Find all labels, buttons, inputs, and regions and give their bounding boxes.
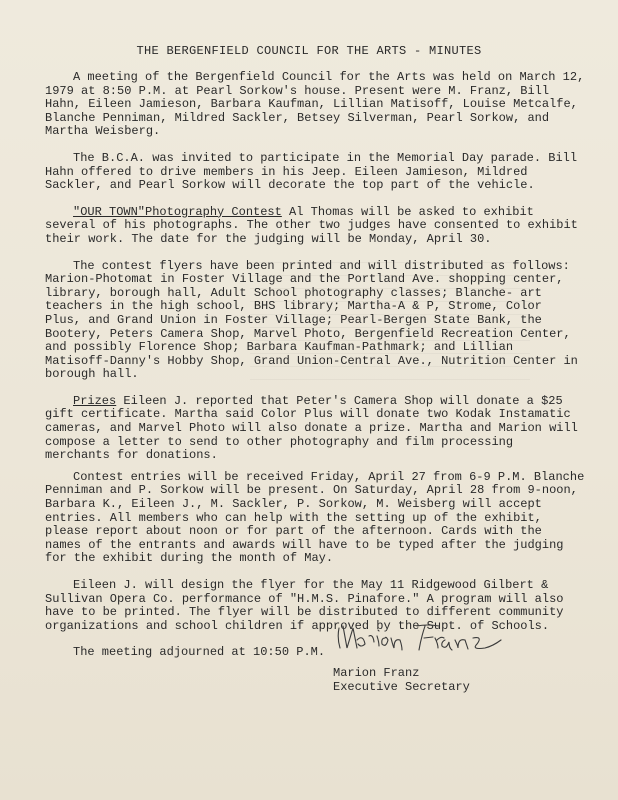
parade-paragraph: The B.C.A. was invited to participate in the Memorial Day parade. Bill Hahn offered to drive members in his Jeep. Eileen Jamieson, Mildred Sackler, and Pearl Sorkow will decorate the top part of the vehicle. — [45, 150, 578, 193]
handwritten-signature — [333, 618, 508, 664]
contest-text: Al Thomas will be asked to exhibit several of his photographs. The other two judges have consented to exhibit their work. The date for the judging will be Monday, April 30. — [45, 204, 578, 246]
prizes-heading: Prizes — [73, 393, 117, 408]
flyer-distribution-paragraph: The contest flyers have been printed and will distributed as follows: Marion-Photomat in Foster Village and the Portland Ave. shopping center, library, borough hall, Adult School photography classes; Blanche- art teachers in the high school, BHS library; Martha-A & P, Strome, Color Plus, and Grand Union in Foster Village; Pearl-Bergen State Bank, the Bootery, Peters Camera Shop, Marvel Photo, Bergenfield Recreation Center, and possibly Florence Shop; Barbara Kaufman-Pathmark; and Lillian Matisoff-Danny's Hobby Shop, Grand Union-Central Ave., Nutrition Center in borough hall. — [45, 258, 578, 382]
signer-title: Executive Secretary — [333, 680, 470, 694]
prizes-paragraph — [45, 395, 585, 463]
pinafore-paragraph: Eileen J. will design the flyer for the May 11 Ridgewood Gilbert & Sullivan Opera Co. performance of "H.M.S. Pinafore." A program will also have to be printed. The flyer will be distributed to different community organizations and school children if approved by the Supt. of Schools. — [45, 578, 564, 633]
signer-name: Marion Franz — [333, 666, 420, 680]
attendance-paragraph: A meeting of the Bergenfield Council for the Arts was held on March 12, 1979 at 8:50 P.M. at Pearl Sorkow's house. Present were M. Franz, Bill Hahn, Eileen Jamieson, Barbara Kaufman, Lillian Matisoff, Louise Metcalfe, Blanche Penniman, Mildred Sackler, Betsey Silverman, Pearl Sorkow, and Martha Weisberg. — [45, 70, 585, 139]
minutes-body — [45, 71, 585, 673]
adjourned-paragraph: The meeting adjourned at 10:50 P.M. — [73, 645, 326, 660]
contest-paragraph — [45, 206, 585, 247]
document-title: THE BERGENFIELD COUNCIL FOR THE ARTS - MINUTES — [136, 44, 482, 58]
entries-paragraph: Contest entries will be received Friday, April 27 from 6-9 P.M. Blanche Penniman and P. Sorkow will be present. On Saturday, April 28 from 9-noon, Barbara K., Eileen J., M. Sackler, P. Sorkow, M. Weisberg will accept entries. All members who can help with the setting up of the exhibit, please report about noon or for part of the afternoon. Cards with the names of the entrants and awards will have to be typed after the judging for the exhibit during the month of May. — [45, 469, 585, 566]
signature-block — [333, 666, 470, 694]
prizes-text: Eileen J. reported that Peter's Camera Shop will donate a $25 gift certificate. Martha said Color Plus will donate two Kodak Instamatic cameras, and Marvel Photo will also donate a prize. Martha and Marion will compose a letter to send to other photography and film processing merchants for donations. — [45, 393, 578, 463]
contest-heading: "OUR TOWN"Photography Contest — [73, 204, 282, 219]
